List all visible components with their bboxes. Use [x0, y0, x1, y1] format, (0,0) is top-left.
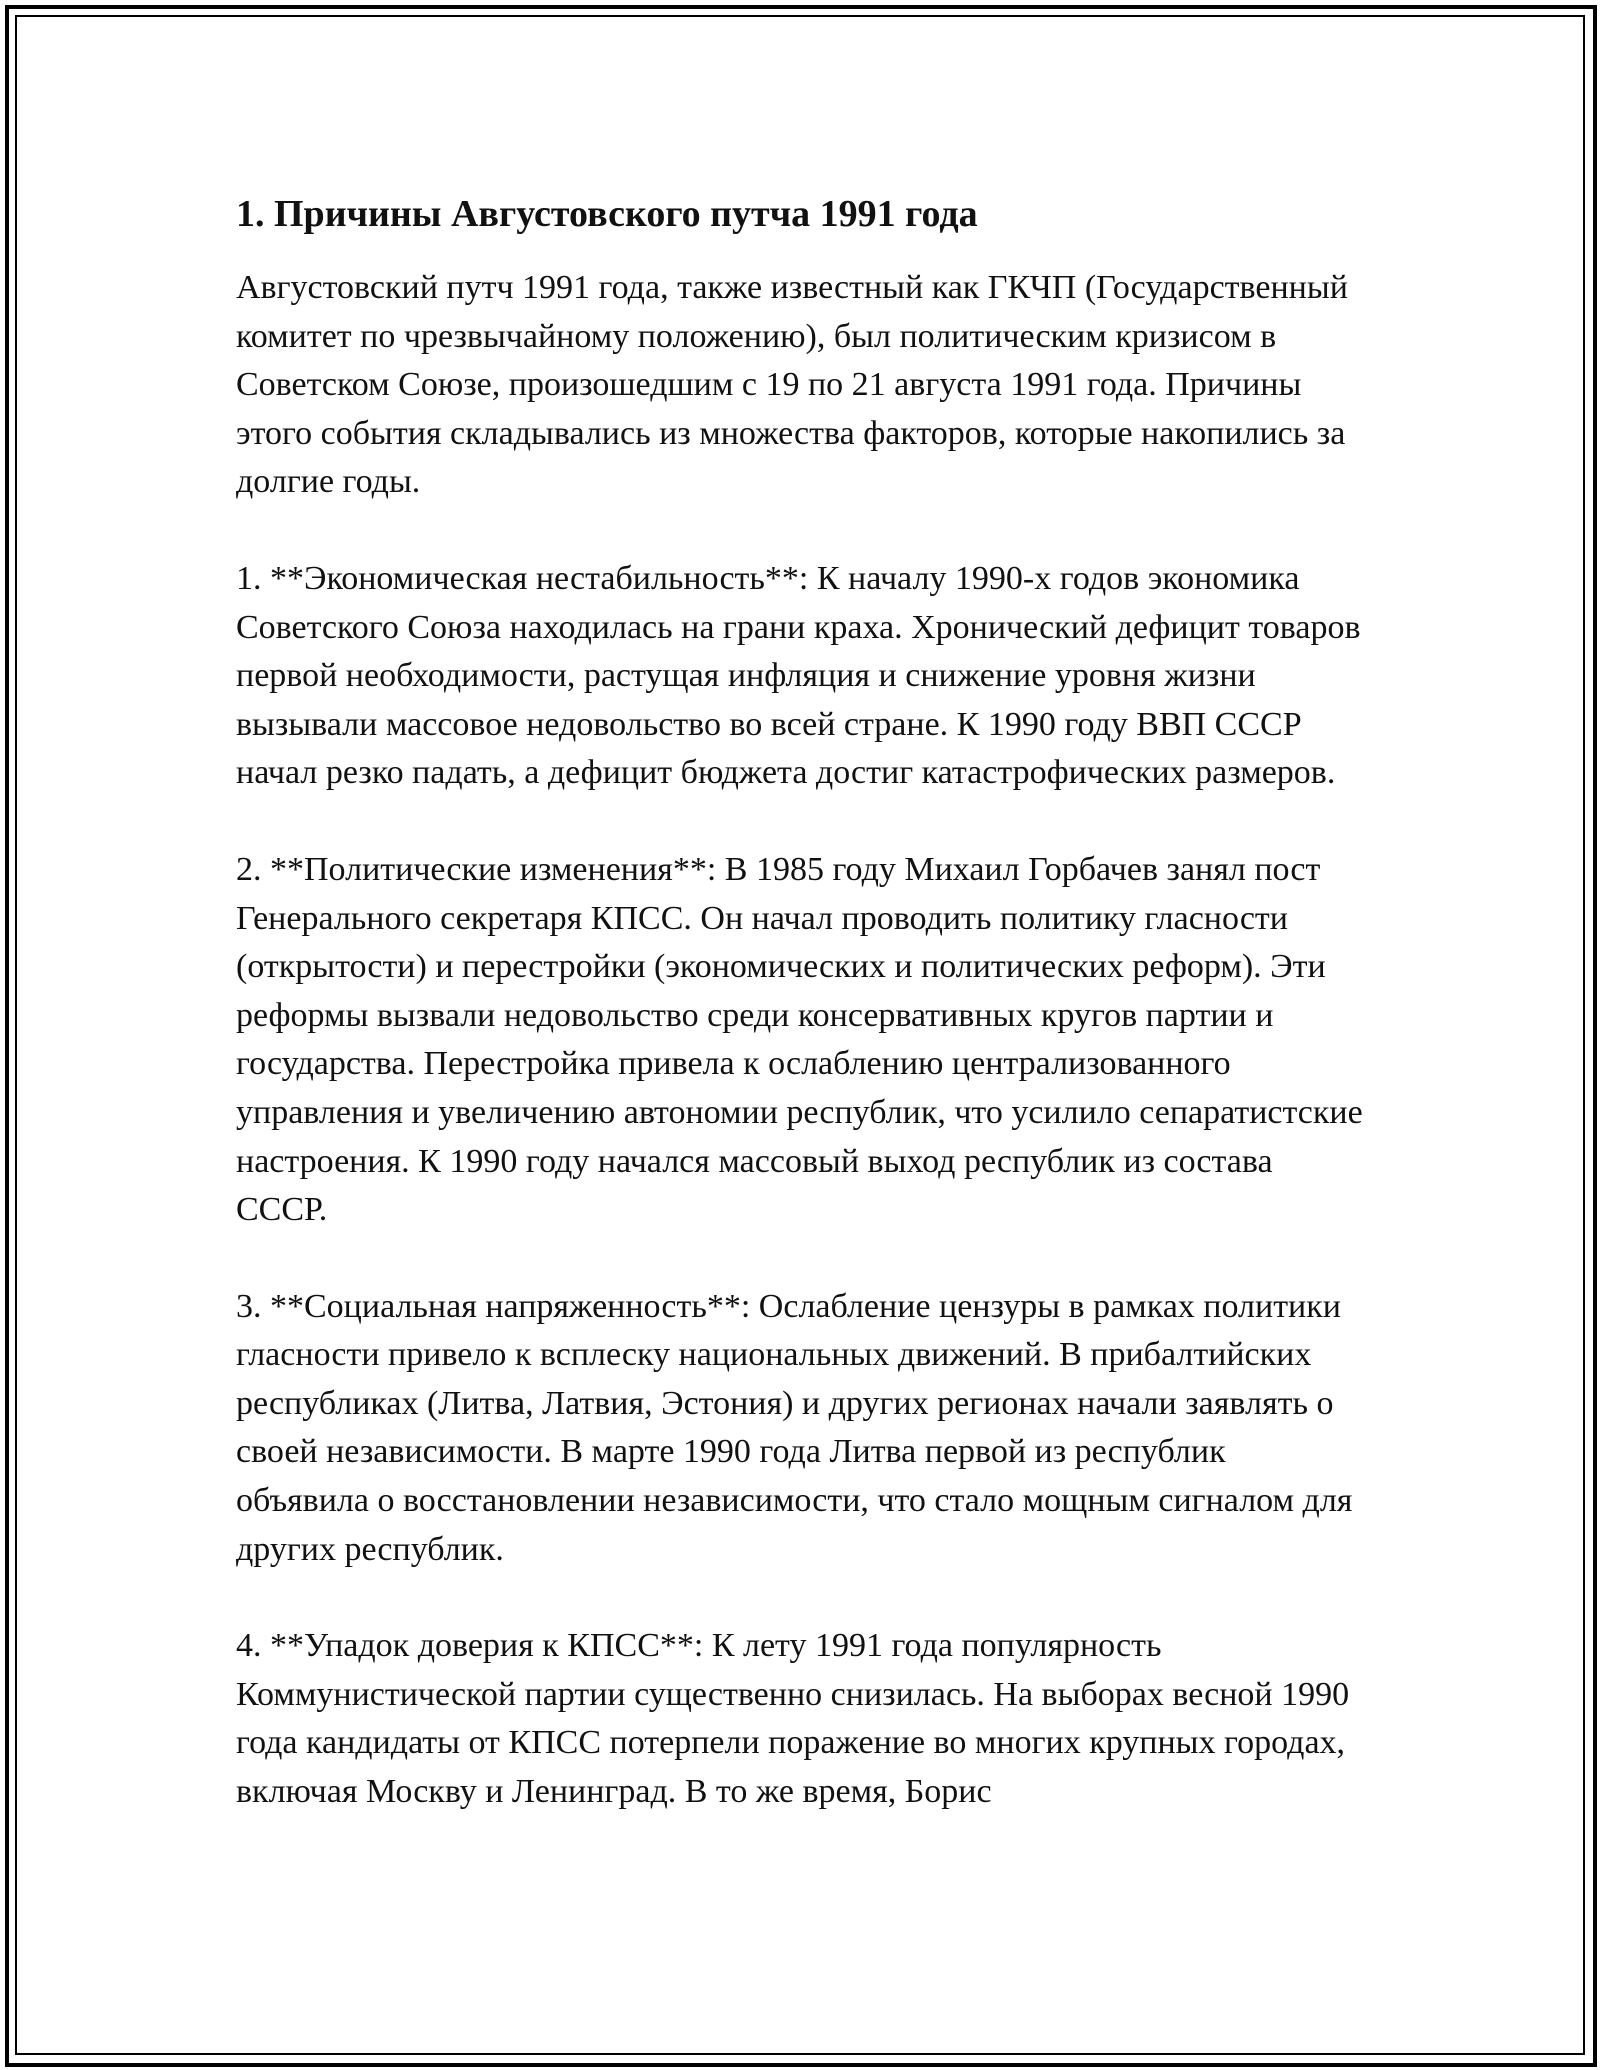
section-heading: 1. Причины Августовского путча 1991 года [236, 193, 978, 235]
paragraph-economic-instability: 1. **Экономическая нестабильность**: К началу 1990-х годов экономика Советского Союза находилась на грани краха. Хронический дефицит товаров первой необходимости, растущая инфляция и снижение уровня жизни вызывали массовое недовольство во всей стране. К 1990 году ВВП СССР начал резко падать, а дефицит бюджета достиг катастрофических размеров. [236, 559, 1361, 792]
paragraph-cpsu-trust-decline: 4. **Упадок доверия к КПСС**: К лету 1991 года популярность Коммунистической партии существенно снизилась. На выборах весной 1990 года кандидаты от КПСС потерпели поражение во многих крупных городах, включая Москву и Ленинград. В то же время, Борис [236, 1627, 1350, 1811]
document-body [236, 190, 1366, 1865]
paragraph-political-changes: 2. **Политические изменения**: В 1985 году Михаил Горбачев занял пост Генерального секретаря КПСС. Он начал проводить политику гласности (открытости) и перестройки (экономических и политических реформ). Эти реформы вызвали недовольство среди консервативных кругов партии и государства. Перестройка привела к ослаблению централизованного управления и увеличению автономии республик, что усилило сепаратистские настроения. К 1990 году начался массовый выход республик из состава СССР. [236, 850, 1363, 1229]
intro-paragraph: Августовский путч 1991 года, также известный как ГКЧП (Государственный комитет по чрезвычайному положению), был политическим кризисом в Советском Союзе, произошедшим с 19 по 21 августа 1991 года. Причины этого события складывались из множества факторов, которые накопились за долгие годы. [236, 269, 1348, 501]
paragraph-social-tension: 3. **Социальная напряженность**: Ослабление цензуры в рамках политики гласности привело к всплеску национальных движений. В прибалтийских республиках (Литва, Латвия, Эстония) и других регионах начали заявлять о своей независимости. В марте 1990 года Литва первой из республик объявила о восстановлении независимости, что стало мощным сигналом для других республик. [236, 1287, 1353, 1568]
